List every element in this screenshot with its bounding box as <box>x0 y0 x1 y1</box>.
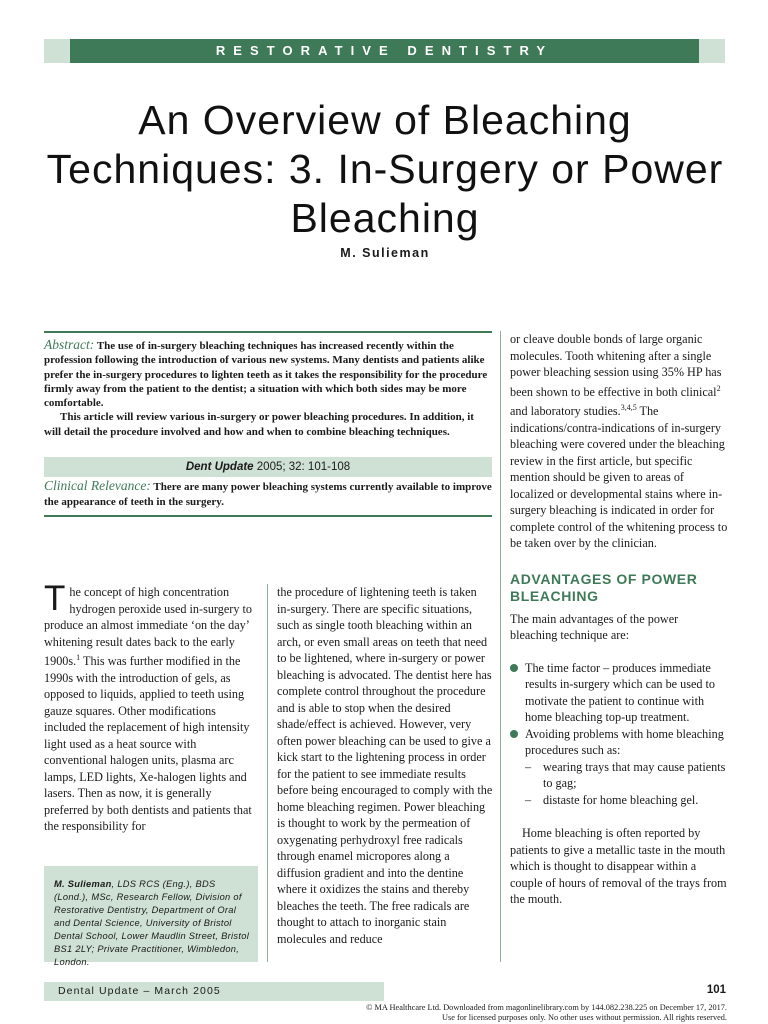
affiliation-name: M. Sulieman <box>54 879 112 889</box>
abstract-top-rule <box>44 331 492 333</box>
column-3-text-a: or cleave double bonds of large organic molecules. Tooth whitening after a single power bleaching session using 35% HP has been shown to be effective in both clinical <box>510 332 722 399</box>
sub-list-item <box>525 759 728 792</box>
copyright-notice <box>200 1003 727 1023</box>
column-2-text: the procedure of lightening teeth is taken in-surgery. There are specific situations, such as single tooth bleaching within an arch, or even small areas on teeth that need to be lightened, where in-surgery or power bleaching is advocated. The dentist here has complete control throughout the procedure and is able to stop when the desired shade/effect is achieved. However, very often power bleaching can be used to give a kick start to the lightening process in order for the patient to see immediate results before being encouraged to comply with the home bleaching regimen. Power bleaching is thought to work by the permeation of oxygenating perhydroxyl free radicals through enamel micropores along a diffusion gradient and into the dentine where it oxidizes the stains and thereby bleaches the teeth. The free radicals are thought to attach to inorganic stain molecules and reduce <box>277 585 493 946</box>
section-banner <box>44 39 725 63</box>
banner-cap-left <box>44 39 70 63</box>
dash-marker: – <box>525 792 532 807</box>
clinical-relevance <box>44 479 492 509</box>
abstract-paragraph-2: This article will review various in-surgery or power bleaching procedures. In addition, it will detail the procedure involved and how and when to combine bleaching techniques. <box>44 411 474 438</box>
column-divider-1 <box>267 584 268 962</box>
reference-1: 1 <box>76 653 81 662</box>
intro-text: he concept of high concentration hydrogen peroxide used in-surgery to produce an almost immediate ‘on the day’ whitening result dates back to the early 1900s. <box>44 585 252 669</box>
sub-list-item-text: wearing trays that may cause patients to gag; <box>543 759 726 791</box>
list-item <box>510 660 728 726</box>
reference-2: 2 <box>716 383 721 393</box>
intro-paragraph <box>44 579 258 835</box>
author-affiliation <box>44 866 258 967</box>
page-number: 101 <box>706 984 726 996</box>
list-item-text: The time factor – produces immediate results in-surgery which can be used to motivate the patient to continue with home bleaching top-up treatment. <box>525 660 715 725</box>
sub-list <box>525 759 728 809</box>
home-bleaching-paragraph: Home bleaching is often reported by patients to give a metallic taste in the mouth which is thought to disappear within a couple of hours of removal of the trays from the mouth. <box>510 826 727 907</box>
column-3-text-b: and laboratory studies. <box>510 404 621 419</box>
column-divider-2 <box>500 331 501 962</box>
article-author: M. Sulieman <box>340 246 430 260</box>
abstract-bottom-rule <box>44 515 492 517</box>
advantages-list <box>510 660 728 809</box>
section-heading: ADVANTAGES OF POWER BLEACHING <box>510 570 698 604</box>
citation-details: 2005; 32: 101-108 <box>256 461 351 473</box>
relevance-text: There are many power bleaching systems currently available to improve the appearance of teeth in the surgery. <box>44 481 492 508</box>
abstract-label: Abstract: <box>44 337 95 352</box>
list-item <box>510 726 728 809</box>
body-column-1 <box>44 579 258 835</box>
column-3-paragraph <box>510 331 728 552</box>
sub-list-item <box>525 792 728 809</box>
column-3-text-c: The indications/contra-indications of in-surgery bleaching were covered under the bleaching review in the first article, but specific mention should be given to areas of localized or developmental stains where in-surgery bleaching is indicated in order for complete control of the whitening process to be taken over by the clinician. <box>510 404 728 551</box>
citation-journal: Dent Update <box>185 461 254 473</box>
copyright-line-1: © MA Healthcare Ltd. Downloaded from magonlinelibrary.com by 144.082.238.225 on December 17, 2017. <box>366 1003 727 1012</box>
affiliation-details: , LDS RCS (Eng.), BDS (Lond.), MSc, Research Fellow, Division of Restorative Dentistry, Department of Oral and Dental Science, University of Bristol Dental School, Lower Maudlin Street, Bristol BS1 2LY; Private Practitioner, Wimbledon, London. <box>54 879 250 967</box>
bullet-icon <box>510 664 518 672</box>
footer-journal-date: Dental Update – March 2005 <box>44 982 384 1001</box>
body-column-2 <box>277 584 493 947</box>
sub-list-item-text: distaste for home bleaching gel. <box>543 792 699 807</box>
abstract <box>44 338 492 439</box>
reference-3-5: 3,4,5 <box>620 403 637 413</box>
advantages-intro: The main advantages of the power bleaching technique are: <box>510 611 679 643</box>
citation-bar <box>44 457 492 477</box>
bullet-icon <box>510 730 518 738</box>
abstract-text-1: The use of in-surgery bleaching techniques has increased recently within the profession following the introduction of various new systems. Many dentists and patients alike prefer the in-surgery procedures to lighten teeth as it takes the responsibility for the procedure firmly away from the patient to the dentist; a situation with which both sides may be more comfortable. <box>44 340 488 410</box>
dash-marker: – <box>525 759 532 774</box>
relevance-label: Clinical Relevance: <box>44 478 151 493</box>
copyright-line-2: Use for licensed purposes only. No other uses without permission. All rights reserved. <box>442 1013 727 1022</box>
article-title: An Overview of Bleaching Techniques: 3. In-Surgery or Power Bleaching <box>46 97 724 241</box>
section-label: RESTORATIVE DENTISTRY <box>215 43 554 58</box>
body-column-3 <box>510 331 728 908</box>
abstract-paragraph-1 <box>44 338 492 410</box>
banner-cap-right <box>699 39 725 63</box>
list-item-text: Avoiding problems with home bleaching procedures such as: <box>525 726 724 758</box>
drop-cap: T <box>44 579 66 618</box>
intro-text-continued: This was further modified in the 1990s with the introduction of gels, as opposed to liquids, applied to teeth using gauze squares. Other modifications included the replacement of high intensity light used as a heat source with conventional halogen units, plasma arc lamps, LED lights, Xe-halogen lights and lasers. Then as now, it is generally preferred by both dentists and patients that the responsibility for <box>44 654 252 834</box>
